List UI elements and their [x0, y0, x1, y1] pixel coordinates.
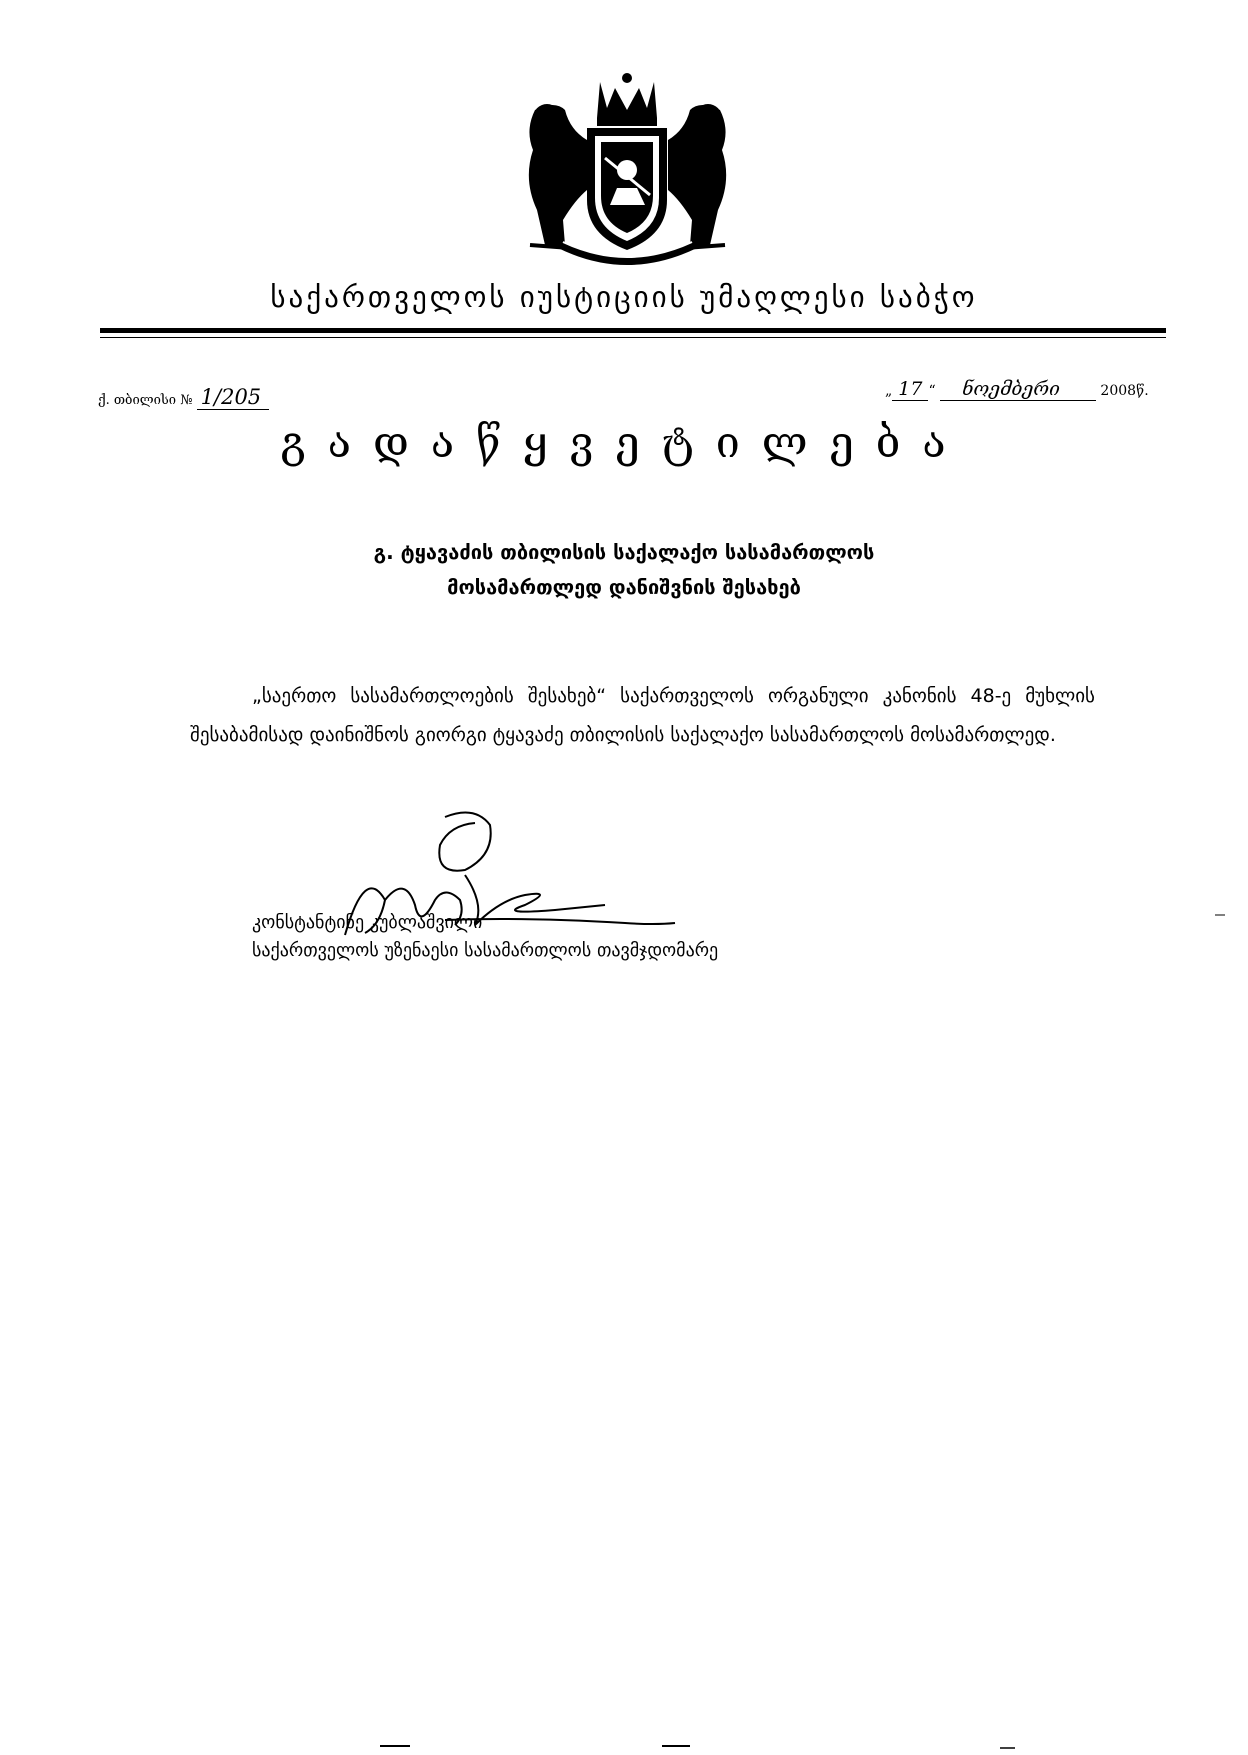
subject-line-1: გ. ტყავაძის თბილისის საქალაქო სასამართლოს [373, 540, 875, 564]
date-year: 2008 [1100, 383, 1137, 399]
subject-line-2: მოსამართლედ დანიშვნის შესახებ [447, 575, 801, 599]
date-quote-close: “ [928, 383, 936, 399]
organization-title: საქართველოს იუსტიციის უმაღლესი საბჭო [270, 280, 978, 314]
document-body: „საერთო სასამართლოების შესახებ“ საქართველოს ორგანული კანონის 48-ე მუხლის შესაბამისად დაინიშნოს გიორგი ტყავაძე თბილისის საქალაქო სასამართლოს მოსამართლედ. [190, 685, 1095, 746]
date-day: 17 [892, 378, 928, 401]
signer-name: კონსტანტინე კუბლაშვილი [252, 912, 483, 933]
signer-title: საქართველოს უზენაესი სასამართლოს თავმჯდომარე [252, 940, 719, 961]
registration-label: ქ. თბილისი № [98, 393, 193, 408]
year-suffix: წ. [1136, 383, 1149, 399]
date-month: ნოემბერი [940, 378, 1096, 401]
document-title: გადაწყვეტილება [280, 418, 968, 468]
registration-number: 1/205 [197, 385, 270, 410]
date-quote-open: „ [885, 383, 893, 399]
